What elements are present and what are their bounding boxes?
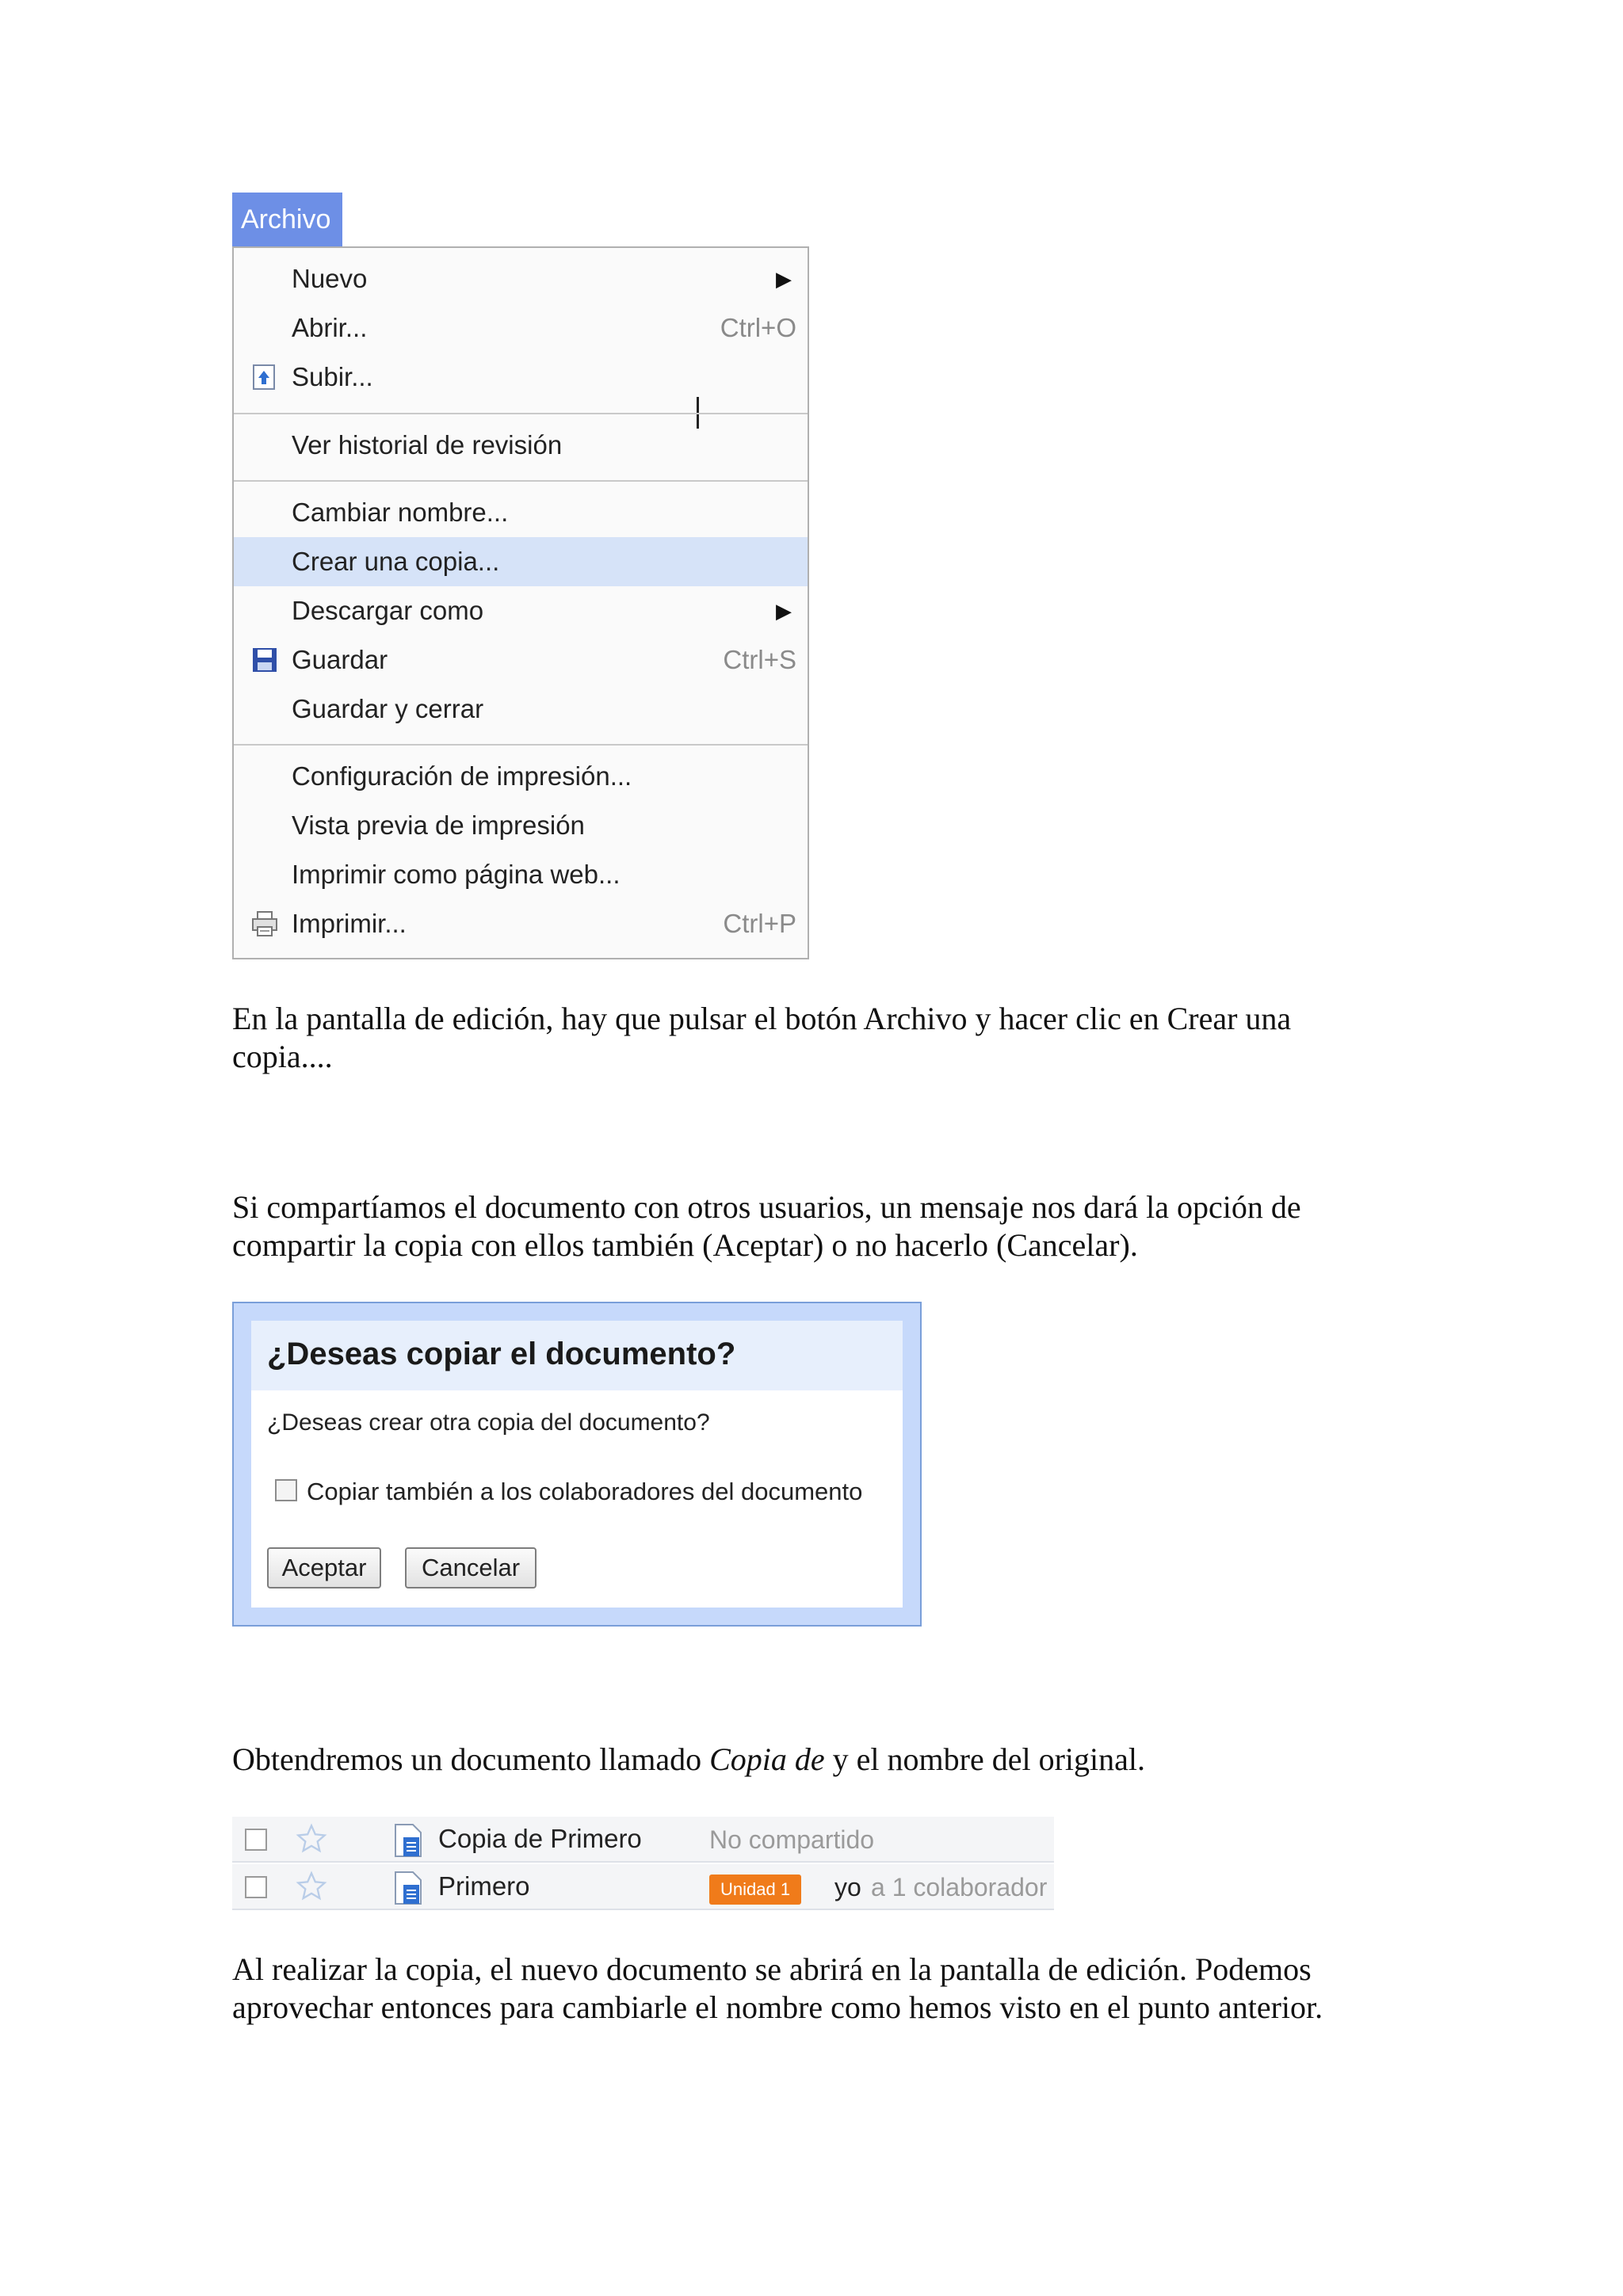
menu-item-label: Imprimir como página web... — [292, 860, 621, 889]
menu-item-label: Ver historial de revisión — [292, 430, 563, 460]
paragraph-text: y el nombre del original. — [824, 1741, 1145, 1777]
paragraph-instructions: En la pantalla de edición, hay que pulsar el botón Archivo y hacer clic en Crear una copia.... — [232, 1001, 1292, 1074]
document-icon — [392, 1871, 424, 1905]
save-icon — [251, 646, 278, 673]
paragraph-after-copy: Al realizar la copia, el nuevo documento se abrirá en la pantalla de edición. Podemos aprovechar entonces para cambiarle el nombre como hemos visto en el punto anterior. — [232, 1951, 1323, 2025]
menu-item-shortcut: Ctrl+O — [720, 313, 796, 342]
copy-document-dialog — [232, 1302, 922, 1627]
menu-item-label: Guardar y cerrar — [292, 694, 484, 723]
row-checkbox[interactable] — [245, 1829, 267, 1851]
menu-item-label: Crear una copia... — [292, 547, 500, 576]
menu-item-subir[interactable] — [234, 353, 808, 402]
sharing-status: No compartido — [709, 1825, 875, 1854]
menu-item-label: Imprimir... — [292, 909, 407, 938]
dialog-titlebar — [251, 1321, 903, 1390]
menu-item-label: Guardar — [292, 645, 388, 674]
archivo-menu-tab[interactable]: Archivo — [232, 193, 342, 246]
document-name[interactable]: Copia de Primero — [438, 1824, 642, 1853]
menu-item-label: Cambiar nombre... — [292, 498, 509, 527]
aceptar-button[interactable]: Aceptar — [267, 1547, 381, 1589]
copy-collaborators-label[interactable]: Copiar también a los colaboradores del documento — [307, 1478, 863, 1505]
cancelar-button[interactable]: Cancelar — [405, 1547, 537, 1589]
menu-item-vista-previa[interactable] — [234, 801, 808, 850]
menu-item-label: Nuevo — [292, 264, 368, 293]
folder-badge[interactable]: Unidad 1 — [709, 1875, 801, 1905]
submenu-arrow-icon: ▶ — [776, 599, 792, 623]
menu-item-crear-copia[interactable] — [234, 537, 808, 586]
paragraph-text: Obtendremos un documento llamado — [232, 1741, 710, 1777]
paragraph-emphasis: Copia de — [709, 1741, 825, 1777]
file-menu-dropdown — [232, 246, 809, 959]
menu-item-label: Vista previa de impresión — [292, 810, 585, 840]
dialog-title: ¿Deseas copiar el documento? — [267, 1337, 736, 1371]
menu-item-imprimir[interactable] — [234, 899, 808, 948]
document-row-primero[interactable] — [232, 1864, 1054, 1910]
row-checkbox[interactable] — [245, 1876, 267, 1898]
menu-item-imprimir-web[interactable] — [234, 850, 808, 899]
document-icon — [392, 1823, 424, 1858]
printer-icon — [251, 910, 278, 937]
document-row-copia[interactable] — [232, 1817, 1054, 1863]
menu-item-shortcut: Ctrl+P — [723, 909, 796, 938]
star-icon[interactable] — [296, 1869, 327, 1904]
dialog-body — [251, 1321, 903, 1608]
collaborators-count: a 1 colaborador — [871, 1873, 1048, 1901]
menu-item-config-impresion[interactable] — [234, 752, 808, 801]
menu-item-cambiar-nombre[interactable] — [234, 488, 808, 537]
menu-item-nuevo[interactable] — [234, 254, 808, 303]
menu-item-label: Configuración de impresión... — [292, 761, 632, 791]
star-icon[interactable] — [296, 1821, 327, 1856]
menu-item-abrir[interactable] — [234, 303, 808, 353]
document-name[interactable]: Primero — [438, 1871, 530, 1901]
document-owner: yo — [834, 1873, 861, 1901]
menu-item-guardar-cerrar[interactable] — [234, 685, 808, 734]
submenu-arrow-icon: ▶ — [776, 267, 792, 291]
menu-divider — [234, 413, 808, 414]
menu-item-label: Abrir... — [292, 313, 368, 342]
dialog-question: ¿Deseas crear otra copia del documento? — [267, 1409, 710, 1436]
menu-item-label: Descargar como — [292, 596, 484, 625]
paragraph-sharing-note: Si compartíamos el documento con otros usuarios, un mensaje nos dará la opción de compartir la copia con ellos también (Aceptar) o no hacerlo (Cancelar). — [232, 1189, 1301, 1263]
menu-item-label: Subir... — [292, 362, 373, 391]
upload-icon — [251, 364, 278, 391]
menu-divider — [234, 744, 808, 746]
copy-collaborators-checkbox[interactable] — [275, 1479, 297, 1501]
menu-item-shortcut: Ctrl+S — [723, 645, 796, 674]
paragraph-result — [232, 1741, 1397, 1779]
menu-item-descargar-como[interactable] — [234, 586, 808, 635]
menu-item-guardar[interactable] — [234, 635, 808, 685]
menu-item-ver-historial[interactable] — [234, 421, 808, 470]
menu-divider — [234, 480, 808, 482]
document-list — [232, 1817, 1054, 1913]
